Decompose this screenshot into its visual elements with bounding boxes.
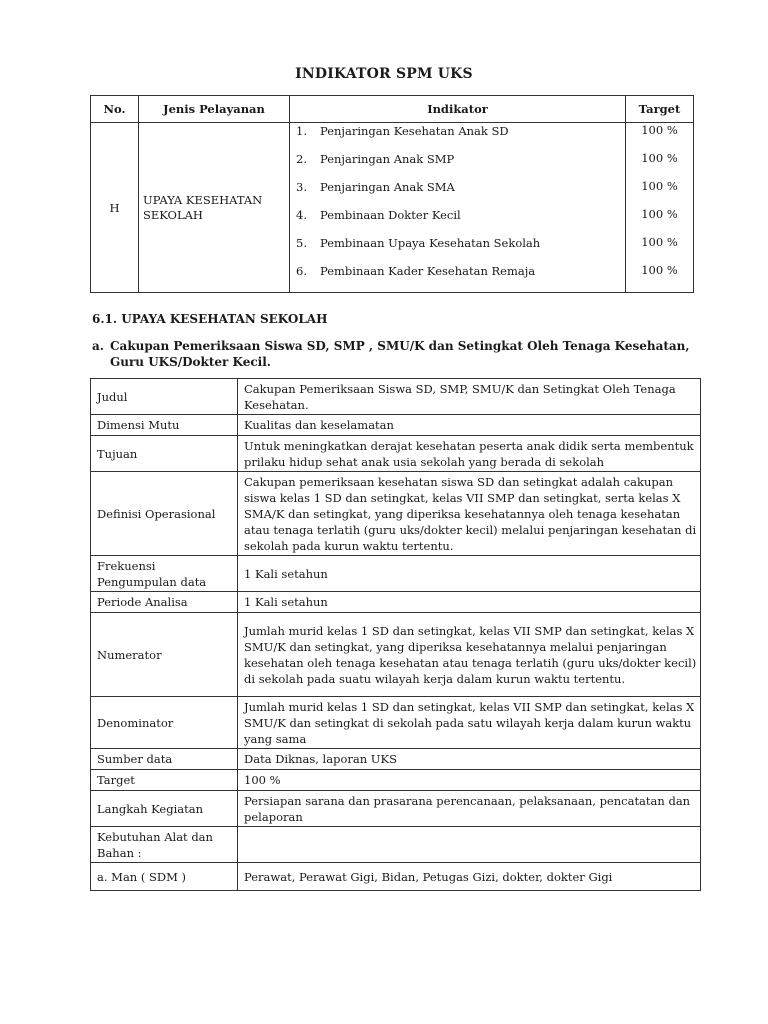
indikator-text: Pembinaan Kader Kesehatan Remaja <box>320 264 536 278</box>
row-value: Perawat, Perawat Gigi, Bidan, Petugas Gizi, dokter, dokter Gigi <box>238 863 701 891</box>
table-row <box>91 791 701 827</box>
row-value: 100 % <box>238 770 701 791</box>
subsection-title <box>92 338 692 370</box>
row-key: Sumber data <box>91 749 238 770</box>
indikator-number: 5. <box>296 236 307 250</box>
indikator-text: Penjaringan Anak SMA <box>320 180 455 194</box>
row-key: Kebutuhan Alat dan Bahan : <box>91 827 238 863</box>
row-key: Definisi Operasional <box>91 472 238 556</box>
indikator-text: Penjaringan Kesehatan Anak SD <box>320 124 509 138</box>
row-key: Langkah Kegiatan <box>91 791 238 827</box>
table-row <box>91 749 701 770</box>
indikator-item <box>290 152 625 180</box>
row-value: Kualitas dan keselamatan <box>238 415 701 436</box>
indikator-list <box>290 123 625 292</box>
page-title: INDIKATOR SPM UKS <box>295 66 473 82</box>
row-key: Tujuan <box>91 436 238 472</box>
target-item: 100 % <box>641 263 678 277</box>
row-value: 1 Kali setahun <box>238 592 701 613</box>
jenis-line-2: SEKOLAH <box>143 207 203 222</box>
indikator-item <box>290 208 625 236</box>
row-value: Untuk meningkatkan derajat kesehatan peserta anak didik serta membentuk prilaku hidup sehat anak usia sekolah yang berada di sekolah <box>238 436 701 472</box>
row-target <box>626 123 694 293</box>
table-row <box>91 436 701 472</box>
row-value: Jumlah murid kelas 1 SD dan setingkat, kelas VII SMP dan setingkat, kelas X SMU/K dan setingkat, yang diperiksa kesehatannya melalui penjaringan kesehatan oleh tenaga kesehatan atau tenaga terlatih (guru uks/dokter kecil) di sekolah pada suatu wilayah kerja dalam kurun waktu tertentu. <box>238 613 701 697</box>
spm-indicator-table <box>90 95 694 293</box>
indikator-item <box>290 123 625 152</box>
table-row <box>91 415 701 436</box>
row-key: Denominator <box>91 697 238 749</box>
row-value: 1 Kali setahun <box>238 556 701 592</box>
header-jenis-pelayanan: Jenis Pelayanan <box>139 96 290 123</box>
indikator-item <box>290 236 625 264</box>
indikator-text: Pembinaan Upaya Kesehatan Sekolah <box>320 236 541 250</box>
row-value: Jumlah murid kelas 1 SD dan setingkat, kelas VII SMP dan setingkat, kelas X SMU/K dan setingkat di sekolah pada satu wilayah kerja dalam kurun waktu yang sama <box>238 697 701 749</box>
header-no: No. <box>91 96 139 123</box>
target-item: 100 % <box>641 179 678 193</box>
subsection-label: a. <box>92 339 104 353</box>
indikator-number: 4. <box>296 208 307 222</box>
table-row <box>91 827 701 863</box>
row-key: Numerator <box>91 613 238 697</box>
row-key: Dimensi Mutu <box>91 415 238 436</box>
section-title: 6.1. UPAYA KESEHATAN SEKOLAH <box>92 312 328 326</box>
row-no: H <box>91 123 139 293</box>
target-item: 100 % <box>641 235 678 249</box>
header-indikator: Indikator <box>290 96 626 123</box>
target-item: 100 % <box>641 207 678 221</box>
table-row <box>91 379 701 415</box>
row-key: a. Man ( SDM ) <box>91 863 238 891</box>
table-row <box>91 770 701 791</box>
table-row <box>91 697 701 749</box>
row-key: Judul <box>91 379 238 415</box>
indikator-number: 1. <box>296 124 307 138</box>
row-key: Frekuensi Pengumpulan data <box>91 556 238 592</box>
table-row <box>91 472 701 556</box>
indicator-detail-table <box>90 378 701 891</box>
row-key: Periode Analisa <box>91 592 238 613</box>
header-target: Target <box>626 96 694 123</box>
jenis-line-1: UPAYA KESEHATAN <box>143 192 263 207</box>
row-indikator <box>290 123 626 293</box>
indikator-number: 2. <box>296 152 307 166</box>
subsection-line-1: Cakupan Pemeriksaan Siswa SD, SMP , SMU/K dan Setingkat Oleh Tenaga Kesehatan, <box>110 339 690 353</box>
target-item: 100 % <box>641 123 678 137</box>
row-value: Data Diknas, laporan UKS <box>238 749 701 770</box>
row-value: Persiapan sarana dan prasarana perencanaan, pelaksanaan, pencatatan dan pelaporan <box>238 791 701 827</box>
row-value <box>238 827 701 863</box>
row-key: Target <box>91 770 238 791</box>
table-row <box>91 592 701 613</box>
subsection-line-2: Guru UKS/Dokter Kecil. <box>110 355 271 369</box>
table-row <box>91 556 701 592</box>
row-jenis-pelayanan <box>139 123 290 293</box>
row-value: Cakupan Pemeriksaan Siswa SD, SMP, SMU/K dan Setingkat Oleh Tenaga Kesehatan. <box>238 379 701 415</box>
indikator-text: Pembinaan Dokter Kecil <box>320 208 461 222</box>
table-row <box>91 863 701 891</box>
indikator-text: Penjaringan Anak SMP <box>320 152 455 166</box>
table-row <box>91 613 701 697</box>
indikator-item <box>290 180 625 208</box>
row-value: Cakupan pemeriksaan kesehatan siswa SD dan setingkat adalah cakupan siswa kelas 1 SD dan setingkat, kelas VII SMP dan setingkat, serta kelas X SMA/K dan setingkat, yang diperiksa kesehatannya oleh tenaga kesehatan atau tenaga terlatih (guru uks/dokter kecil) melalui penjaringan kesehatan di sekolah pada kurun waktu tertentu. <box>238 472 701 556</box>
indikator-item <box>290 264 625 292</box>
table-header-row <box>91 96 694 123</box>
indikator-number: 3. <box>296 180 307 194</box>
table-row <box>91 123 694 293</box>
target-item: 100 % <box>641 151 678 165</box>
target-list <box>626 123 693 291</box>
indikator-number: 6. <box>296 264 307 278</box>
